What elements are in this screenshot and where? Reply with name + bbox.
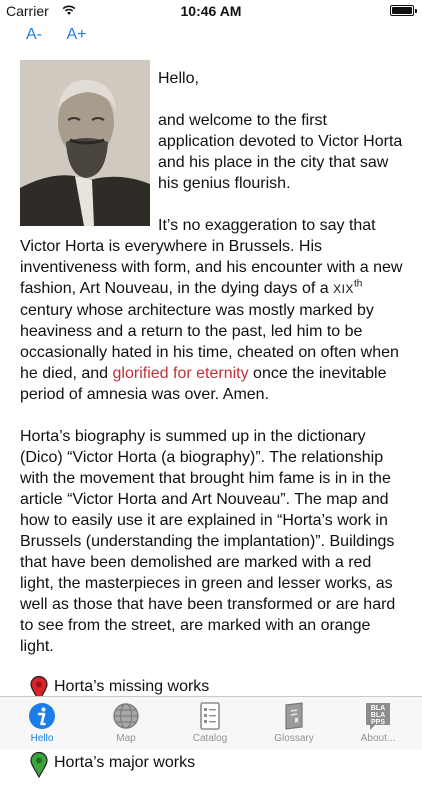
tab-label: About... (360, 733, 396, 744)
tab-bar (0, 696, 422, 750)
pps-text: PPS (370, 719, 386, 726)
catalog-icon (195, 701, 225, 731)
legend-label: Horta’s missing works (54, 678, 210, 695)
tab-about[interactable] (336, 701, 420, 744)
carrier-label: Carrier (6, 3, 49, 19)
globe-icon (111, 701, 141, 731)
tab-map[interactable] (84, 701, 168, 744)
legend-label: Horta’s major works (54, 754, 196, 771)
tab-label: Hello (30, 733, 54, 744)
tab-label: Glossary (274, 733, 314, 744)
bla-bla-icon (363, 701, 393, 731)
glorified-link[interactable]: glorified for eternity (112, 365, 249, 382)
book-icon (279, 701, 309, 731)
horta-paragraph (20, 215, 406, 405)
tab-catalog[interactable] (168, 701, 252, 744)
tab-hello[interactable] (0, 701, 84, 744)
battery-icon (390, 5, 414, 16)
bla-text-1: BLA (370, 705, 386, 712)
century-numeral: XIX (333, 282, 354, 296)
font-size-controls (26, 26, 106, 48)
clock: 10:46 AM (180, 3, 242, 19)
tab-glossary[interactable] (252, 701, 336, 744)
victor-horta-portrait (20, 60, 150, 226)
biography-paragraph: Horta’s biography is summed up in the dictionary (Dico) “Victor Horta (a biography)”. The relationship with the movement that brought him fame is in in the article “Victor Horta and Art Nouveau”. The map and how to easily use it are explained in “Horta’s work in Brussels (understanding the implantation)”. Buildings that have been demolished are marked with a red light, the masterpieces in green and lesser works, as well as those that have been transformed or are hard to see from the street, are marked with an orange light. (20, 428, 396, 655)
greeting-text: Hello, (158, 70, 199, 87)
paragraph-text: century whose architecture was mostly marked by heaviness and a return to the past, led him to be occasionally hated in his time, cheated on often when he died, and (20, 302, 399, 382)
status-bar (0, 0, 422, 22)
legend-item-major (20, 752, 406, 790)
decrease-font-button[interactable]: A- (26, 26, 42, 43)
intro-paragraph: and welcome to the first application devoted to Victor Horta and his place in the city that saw his genius flourish. (158, 112, 403, 192)
tab-label: Map (116, 733, 136, 744)
paragraph-text: It’s no exaggeration to say that Victor Horta is everywhere in Brussels. His inventiveness with form, and his encounter with a new fashion, Art Nouveau, in the dying days of a (20, 217, 403, 297)
century-suffix: th (353, 278, 363, 290)
increase-font-button[interactable]: A+ (66, 26, 87, 43)
info-icon (27, 701, 57, 731)
tab-label: Catalog (192, 733, 228, 744)
paragraph-text: once the inevitable period of amnesia was over. Amen. (20, 365, 387, 403)
bla-text-2: BLA (370, 712, 386, 719)
green-pin-icon (30, 752, 48, 778)
